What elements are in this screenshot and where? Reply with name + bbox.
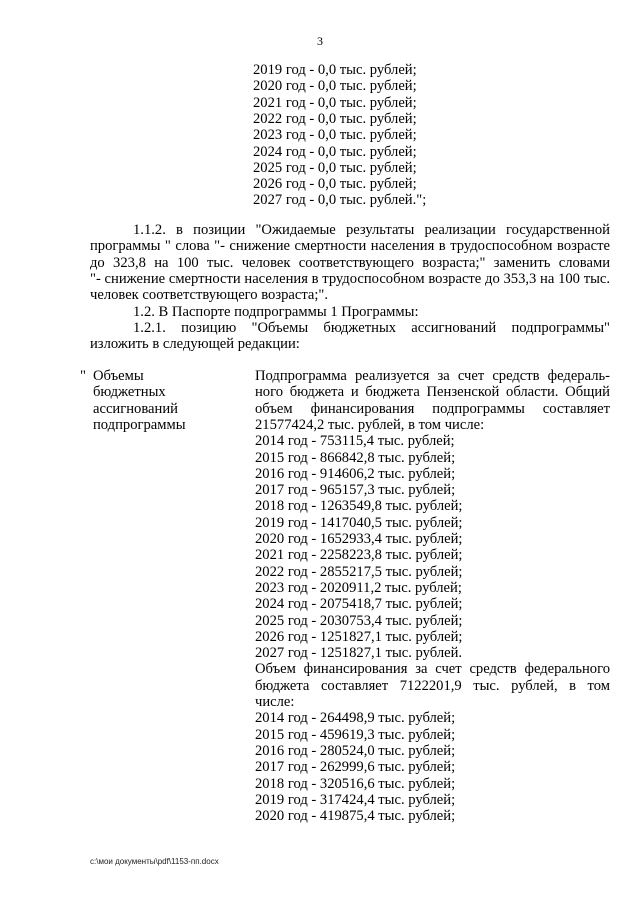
paragraph-1-1-2-line: человек соответствующего возраста;". [90, 287, 329, 304]
federal-year-line: 2017 год - 262999,6 тыс. рублей; [255, 759, 456, 776]
total-year-line: 2025 год - 2030753,4 тыс. рублей; [255, 612, 463, 629]
year-line: 2026 год - 0,0 тыс. рублей; [253, 176, 417, 193]
year-line: 2023 год - 0,0 тыс. рублей; [253, 127, 417, 144]
paragraph-1-2-1-line: изложить в следующей редакции: [90, 336, 300, 353]
paragraph-1-1-2-line: "- снижение смертности населения в трудоспособном возрасте до 353,3 на 100 тыс. [90, 270, 610, 287]
year-line: 2020 год - 0,0 тыс. рублей; [253, 78, 417, 95]
page-number: 3 [317, 34, 323, 48]
paragraph-1-2-1-line: 1.2.1. позицию "Объемы бюджетных ассигнований подпрограммы" [133, 320, 610, 336]
federal-intro-line: бюджета составляет 7122201,9 тыс. рублей, в том [255, 677, 610, 694]
left-cell-line: бюджетных [93, 384, 166, 401]
federal-year-line: 2014 год - 264498,9 тыс. рублей; [255, 710, 456, 727]
year-line: 2019 год - 0,0 тыс. рублей; [253, 62, 417, 78]
total-year-line: 2021 год - 2258223,8 тыс. рублей; [255, 547, 463, 564]
opening-quote: " [80, 368, 86, 384]
left-cell-line: ассигнований [93, 400, 178, 417]
total-year-line: 2017 год - 965157,3 тыс. рублей; [255, 482, 456, 499]
total-year-line: 2027 год - 1251827,1 тыс. рублей. [255, 645, 463, 662]
total-year-line: 2015 год - 866842,8 тыс. рублей; [255, 449, 456, 466]
federal-year-line: 2016 год - 280524,0 тыс. рублей; [255, 742, 456, 759]
financing-intro-line: 21577424,2 тыс. рублей, в том числе: [255, 416, 485, 433]
left-cell-line: Объемы [93, 368, 144, 384]
year-line: 2024 год - 0,0 тыс. рублей; [253, 143, 417, 160]
total-year-line: 2024 год - 2075418,7 тыс. рублей; [255, 596, 463, 613]
total-year-line: 2022 год - 2855217,5 тыс. рублей; [255, 563, 463, 580]
total-year-line: 2019 год - 1417040,5 тыс. рублей; [255, 514, 463, 531]
year-line: 2021 год - 0,0 тыс. рублей; [253, 94, 417, 111]
federal-intro-line: Объем финансирования за счет средств федерального [255, 661, 610, 678]
federal-year-line: 2019 год - 317424,4 тыс. рублей; [255, 791, 456, 808]
paragraph-1-1-2-line: программы " слова "- снижение смертности населения в трудоспособном возрасте [90, 238, 610, 255]
financing-intro-line: ного бюджета и бюджета Пензенской области. Общий [255, 384, 610, 401]
financing-intro-line: объем финансирования подпрограммы составляет [255, 400, 610, 417]
total-year-line: 2018 год - 1263549,8 тыс. рублей; [255, 498, 463, 515]
left-cell-line: подпрограммы [93, 416, 186, 433]
federal-intro-line: числе: [255, 694, 295, 710]
total-year-line: 2020 год - 1652933,4 тыс. рублей; [255, 531, 463, 547]
federal-year-line: 2020 год - 419875,4 тыс. рублей; [255, 808, 456, 825]
total-year-line: 2016 год - 914606,2 тыс. рублей; [255, 465, 456, 482]
paragraph-1-1-2-line: 1.1.2. в позиции "Ожидаемые результаты реализации государственной [133, 222, 610, 238]
year-line: 2027 год - 0,0 тыс. рублей."; [253, 192, 427, 209]
federal-year-line: 2015 год - 459619,3 тыс. рублей; [255, 726, 456, 743]
year-line: 2022 год - 0,0 тыс. рублей; [253, 110, 417, 127]
financing-intro-line: Подпрограмма реализуется за счет средств федераль- [255, 368, 610, 384]
federal-year-line: 2018 год - 320516,6 тыс. рублей; [255, 775, 456, 792]
total-year-line: 2014 год - 753115,4 тыс. рублей; [255, 433, 455, 450]
total-year-line: 2023 год - 2020911,2 тыс. рублей; [255, 579, 462, 596]
total-year-line: 2026 год - 1251827,1 тыс. рублей; [255, 628, 463, 645]
paragraph-1-1-2-line: до 323,8 на 100 тыс. человек соответствующего возраста;" заменить словами [90, 254, 610, 271]
year-line: 2025 год - 0,0 тыс. рублей; [253, 159, 417, 176]
paragraph-1-2: 1.2. В Паспорте подпрограммы 1 Программы: [133, 304, 419, 320]
footer-file-path: c:\мои документы\pdf\1153-пп.docx [90, 857, 219, 866]
